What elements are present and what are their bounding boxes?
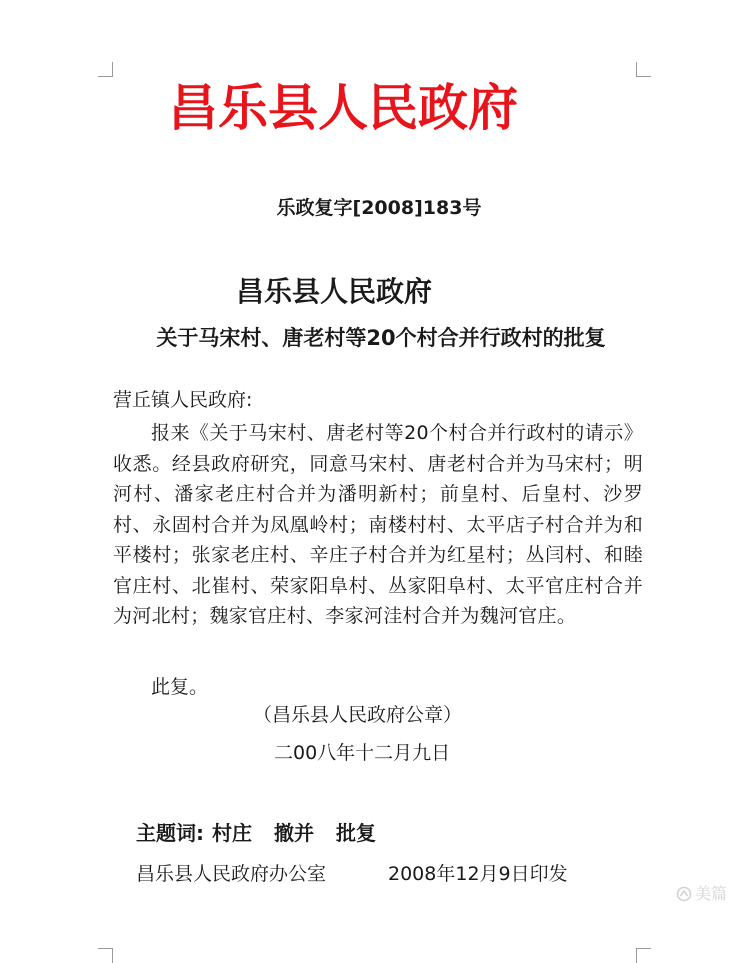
crop-mark-bottom-left xyxy=(98,948,113,963)
red-header-title: 昌乐县人民政府 xyxy=(168,79,518,137)
watermark-text: 美篇 xyxy=(695,884,728,903)
keywords-label: 主题词: xyxy=(136,821,204,845)
document-number: 乐政复字[2008]183号 xyxy=(276,197,482,219)
signing-date: 二00八年十二月九日 xyxy=(274,742,451,764)
seal-note: （昌乐县人民政府公章） xyxy=(253,704,463,726)
keyword-item: 撤并 xyxy=(274,821,314,845)
watermark xyxy=(676,884,727,904)
print-date: 2008年12月9日印发 xyxy=(388,863,568,885)
document-title-subject: 关于马宋村、唐老村等20个村合并行政村的批复 xyxy=(156,326,606,350)
crop-mark-top-left xyxy=(98,62,113,77)
issuer-office: 昌乐县人民政府办公室 xyxy=(136,863,327,885)
crop-mark-bottom-right xyxy=(636,948,651,963)
body-paragraph: 报来《关于马宋村、唐老村等20个村合并行政村的请示》收悉。经县政府研究，同意马宋村、唐老村合并为马宋村；明河村、潘家老庄村合并为潘明新村；前皇村、后皇村、沙罗村、永固村合并为凤凰岭村；南楼村村、太平店子村合并为和平楼村；张家老庄村、辛庄子村合并为红星村；丛闫村、和睦官庄村、北崔村、荣家阳阜村、丛家阳阜村、太平官庄村合并为河北村；魏家官庄村、李家河洼村合并为魏河官庄。 xyxy=(113,422,643,627)
subject-keywords xyxy=(136,818,398,848)
keyword-item: 村庄 xyxy=(212,821,252,845)
meipian-logo-icon xyxy=(676,886,692,902)
closing-line: 此复。 xyxy=(151,676,209,698)
recipient: 营丘镇人民政府: xyxy=(113,389,253,411)
document-title-issuer: 昌乐县人民政府 xyxy=(236,275,433,308)
keyword-item: 批复 xyxy=(336,821,376,845)
issuance-footer xyxy=(136,859,568,889)
crop-mark-top-right xyxy=(636,62,651,77)
